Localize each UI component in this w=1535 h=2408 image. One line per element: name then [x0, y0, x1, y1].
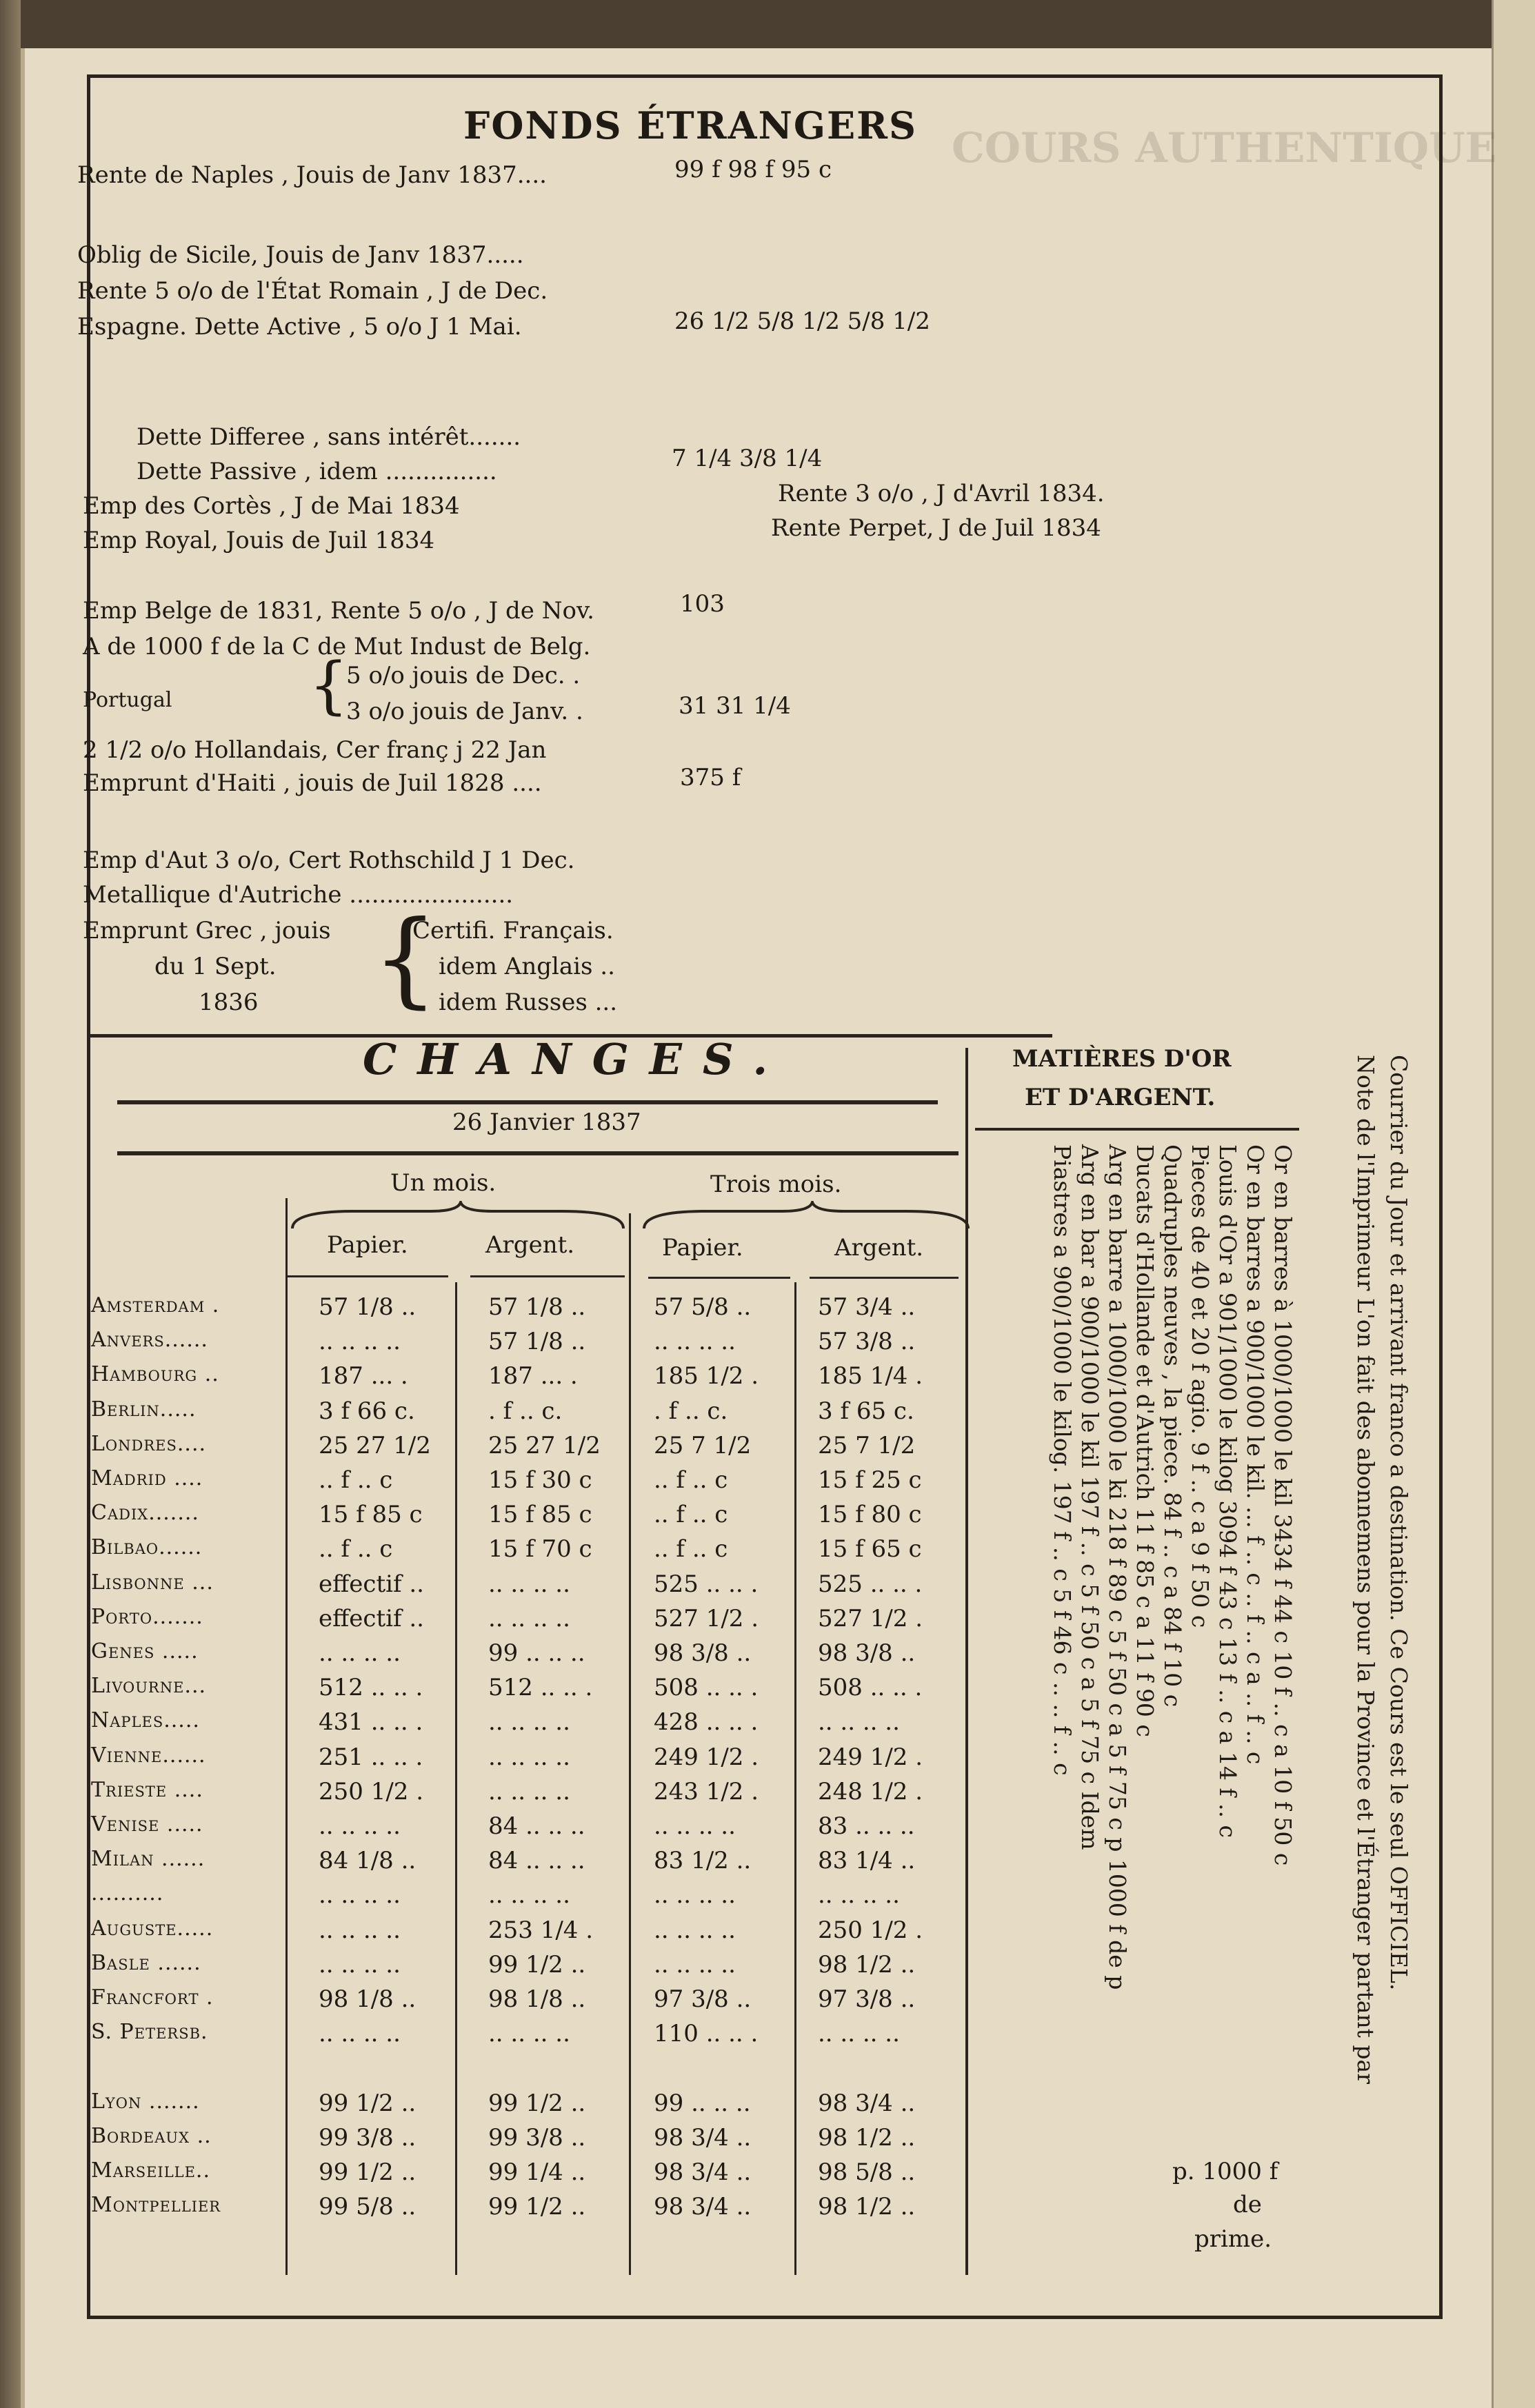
rate-cell: .. .. .. .. [654, 1950, 736, 1979]
rate-cell: 98 1/8 .. [319, 1985, 417, 2013]
grec-c3: idem Russes ... [439, 989, 618, 1016]
city-name: Francfort . [91, 1985, 214, 2010]
mut-label: A de 1000 f de la C de Mut Indust de Belg. [83, 633, 591, 660]
rate-cell: 98 3/4 .. [654, 2123, 752, 2152]
rate-cell: .. .. .. .. [319, 1328, 401, 1356]
rate-cell: 187 ... . [319, 1362, 408, 1390]
rate-cell: 99 .. .. .. [488, 1639, 585, 1667]
rate-cell: .. .. .. .. [319, 1950, 401, 1979]
rate-cell: 57 3/4 .. [818, 1293, 916, 1321]
rate-cell: 99 3/8 .. [488, 2123, 586, 2152]
rate-cell: 25 27 1/2 [488, 1431, 601, 1459]
romain-label: Rente 5 o/o de l'État Romain , J de Dec. [77, 277, 548, 305]
rate-cell: 25 7 1/2 [654, 1431, 752, 1459]
rate-cell: 527 1/2 . [654, 1604, 759, 1632]
argent-3: Argent. [834, 1234, 924, 1262]
rate-cell: .. f .. c [654, 1501, 728, 1529]
rate-cell: 57 1/8 .. [319, 1293, 417, 1321]
matieres-line: Louis d'Or a 901/1000 le kilog 3094 f 43 c 13 f .. c a 14 f .. c [1214, 1144, 1241, 1838]
rate-cell: 512 .. .. . [488, 1674, 593, 1702]
matieres-line: Or en barres à 1000/1000 le kil 3434 f 44 c 10 f .. c a 10 f 50 c [1270, 1144, 1296, 1866]
col-divider [794, 1282, 796, 2275]
city-name: Montpellier [91, 2193, 221, 2218]
rate-cell: 98 1/2 .. [818, 2123, 916, 2152]
city-name: .......... [91, 1881, 164, 1906]
rate-cell: 98 3/8 .. [654, 1639, 752, 1667]
prime-3: prime. [1194, 2225, 1272, 2253]
rate-cell: 15 f 25 c [818, 1466, 922, 1494]
rate-cell: .. .. .. .. [488, 1743, 570, 1771]
differee-label: Dette Differee , sans intérêt....... [137, 423, 521, 451]
city-name: Marseille.. [91, 2158, 210, 2183]
rate-cell: 25 27 1/2 [319, 1431, 431, 1459]
rate-cell: .. .. .. .. [488, 1881, 570, 1910]
changes-rule [117, 1100, 938, 1104]
changes-title: CHANGES. [363, 1034, 789, 1084]
col-rule [285, 1275, 448, 1277]
naples-value: 99 f 98 f 95 c [674, 156, 832, 183]
rente-avril: Rente 3 o/o , J d'Avril 1834. [778, 480, 1105, 507]
matieres-line: Arg en barre a 1000/1000 le ki 218 f 89 c 5 f 50 c a 5 f 75 c p 1000 f de p [1104, 1144, 1131, 1990]
argent-1: Argent. [485, 1231, 575, 1259]
rate-cell: .. .. .. .. [818, 1708, 900, 1737]
hollandais-label: 2 1/2 o/o Hollandais, Cer franç j 22 Jan [83, 736, 547, 764]
grec-label-3: 1836 [199, 989, 259, 1016]
rate-cell: 525 .. .. . [818, 1570, 923, 1598]
rate-cell: .. .. .. .. [818, 1881, 900, 1910]
rate-cell: 15 f 80 c [818, 1501, 922, 1529]
portugal-value: 31 31 1/4 [679, 692, 791, 720]
city-name: Genes ..... [91, 1639, 199, 1663]
rate-cell: 99 5/8 .. [319, 2193, 417, 2221]
rate-cell: .. .. .. .. [319, 1916, 401, 1944]
rate-cell: 253 1/4 . [488, 1916, 594, 1944]
rate-cell: 98 3/4 .. [654, 2193, 752, 2221]
rate-cell: .. .. .. .. [488, 1777, 570, 1805]
rate-cell: 98 3/4 .. [654, 2158, 752, 2186]
espagne-label: Espagne. Dette Active , 5 o/o J 1 Mai. [77, 313, 522, 341]
rate-cell: 98 5/8 .. [818, 2158, 916, 2186]
rate-cell: 185 1/2 . [654, 1362, 759, 1390]
matieres-line: Pieces de 40 et 20 f agio. 9 f .. c a 9 f 50 c [1187, 1144, 1214, 1628]
city-name: Auguste..... [91, 1916, 214, 1941]
city-name: Venise ..... [91, 1812, 203, 1837]
sicile-label: Oblig de Sicile, Jouis de Janv 1837..... [77, 241, 524, 269]
rate-cell: .. .. .. .. [488, 1570, 570, 1598]
city-name: Cadix....... [91, 1501, 199, 1526]
rate-cell: 57 3/8 .. [818, 1328, 916, 1356]
grec-label-2: du 1 Sept. [154, 953, 277, 980]
cortes-label: Emp des Cortès , J de Mai 1834 [83, 492, 460, 520]
rate-cell: .. .. .. .. [654, 1812, 736, 1840]
col-divider [455, 1282, 457, 2275]
rate-cell: 98 3/8 .. [818, 1639, 916, 1667]
rate-cell: 98 1/2 .. [818, 1950, 916, 1979]
rate-cell: . f .. c. [654, 1397, 728, 1425]
rate-cell: 508 .. .. . [818, 1674, 923, 1702]
col-rule [810, 1277, 959, 1279]
rate-cell: 98 1/8 .. [488, 1985, 586, 2013]
rate-cell: 25 7 1/2 [818, 1431, 916, 1459]
rate-cell: 57 5/8 .. [654, 1293, 752, 1321]
city-name: Lisbonne ... [91, 1570, 214, 1595]
rate-cell: effectif .. [319, 1570, 424, 1598]
changes-date: 26 Janvier 1837 [452, 1109, 641, 1136]
rate-cell: .. .. .. .. [654, 1328, 736, 1356]
rate-cell: 15 f 30 c [488, 1466, 592, 1494]
rate-cell: 57 1/8 .. [488, 1293, 586, 1321]
papier-3: Papier. [662, 1234, 743, 1262]
rate-cell: 84 1/8 .. [319, 1847, 417, 1875]
matieres-line: Quadruples neuves , la piece. 84 f .. c a 84 f 10 c [1159, 1144, 1186, 1708]
col-rule [648, 1277, 790, 1279]
city-name: Hambourg .. [91, 1362, 219, 1387]
rate-cell: .. f .. c [654, 1535, 728, 1564]
portugal-brace: { [309, 649, 349, 722]
portugal-3: 3 o/o jouis de Janv. . [346, 698, 583, 725]
city-name: Porto....... [91, 1604, 203, 1629]
matieres-title-2: ET D'ARGENT. [1025, 1084, 1216, 1111]
rate-cell: 431 .. .. . [319, 1708, 423, 1737]
matieres-line: Ducats d'Hollande et d'Autrich 11 f 85 c a 11 f 90 c [1132, 1144, 1158, 1737]
belge-value: 103 [680, 590, 725, 618]
city-name: Milan ...... [91, 1847, 205, 1872]
grec-c2: idem Anglais .. [439, 953, 615, 980]
rate-cell: 508 .. .. . [654, 1674, 759, 1702]
rate-cell: .. .. .. .. [488, 1604, 570, 1632]
rate-cell: 251 .. .. . [319, 1743, 423, 1771]
prime-2: de [1233, 2191, 1262, 2218]
aut-label: Emp d'Aut 3 o/o, Cert Rothschild J 1 Dec. [83, 847, 575, 874]
rate-cell: .. .. .. .. [319, 1881, 401, 1910]
rate-cell: .. .. .. .. [654, 1881, 736, 1910]
prime-1: p. 1000 f [1172, 2158, 1278, 2185]
rate-cell: 248 1/2 . [818, 1777, 923, 1805]
matieres-rule [975, 1128, 1299, 1131]
rate-cell: 99 1/2 .. [319, 2158, 417, 2186]
matieres-line: Piastres a 900/1000 le kilog. 197 f .. c 5 f 46 c .. .. f .. c [1049, 1144, 1076, 1776]
rate-cell: .. f .. c [319, 1535, 393, 1564]
grec-brace: { [372, 899, 439, 1019]
rate-cell: 185 1/4 . [818, 1362, 923, 1390]
rate-cell: 83 1/4 .. [818, 1847, 916, 1875]
city-name: Livourne... [91, 1674, 207, 1699]
rente-perpet: Rente Perpet, J de Juil 1834 [771, 514, 1101, 542]
passive-value: 7 1/4 3/8 1/4 [672, 445, 823, 472]
grec-c1: Certifi. Français. [412, 917, 614, 944]
papier-1: Papier. [327, 1231, 408, 1259]
city-name: Amsterdam . [91, 1293, 220, 1317]
rate-cell: 84 .. .. .. [488, 1847, 585, 1875]
city-name: Basle ...... [91, 1950, 201, 1975]
rate-cell: 15 f 70 c [488, 1535, 592, 1564]
col-divider [285, 1198, 288, 2275]
rate-cell: 57 1/8 .. [488, 1328, 586, 1356]
rate-cell: 250 1/2 . [319, 1777, 424, 1805]
rate-cell: .. .. .. .. [319, 2020, 401, 2048]
rate-cell: .. .. .. .. [654, 1916, 736, 1944]
rate-cell: 15 f 85 c [319, 1501, 423, 1529]
bleed-through: COURS AUTHENTIQUE [952, 124, 1497, 172]
rate-cell: . f .. c. [488, 1397, 563, 1425]
rate-cell: 428 .. .. . [654, 1708, 759, 1737]
rate-cell: 525 .. .. . [654, 1570, 759, 1598]
book-binding-edge [0, 0, 21, 2408]
imprimeur-note-2: Courrier du Jour et arrivant franco a destination. Ce Cours est le seul OFFICIEL. [1385, 1055, 1412, 1991]
rate-cell: 99 .. .. .. [654, 2089, 751, 2117]
royal-label: Emp Royal, Jouis de Juil 1834 [83, 527, 435, 554]
rate-cell: 83 .. .. .. [818, 1812, 915, 1840]
rate-cell: 3 f 66 c. [319, 1397, 415, 1425]
fonds-title: FONDS ÉTRANGERS [463, 103, 917, 148]
imprimeur-note-1: Note de l'Imprimeur L'on fait des abonnemens pour la Province et l'Étranger partant par [1352, 1055, 1379, 2084]
portugal-5: 5 o/o jouis de Dec. . [346, 662, 581, 689]
belge-label: Emp Belge de 1831, Rente 5 o/o , J de Nov. [83, 597, 594, 625]
rate-cell: .. .. .. .. [818, 2020, 900, 2048]
rate-cell: .. .. .. .. [319, 1639, 401, 1667]
rate-cell: 512 .. .. . [319, 1674, 423, 1702]
rate-cell: 243 1/2 . [654, 1777, 759, 1805]
un-mois-header: Un mois. [390, 1169, 496, 1197]
city-name: Lyon ....... [91, 2089, 200, 2114]
rate-cell: 99 3/8 .. [319, 2123, 417, 2152]
city-name: Vienne...... [91, 1743, 206, 1768]
rate-cell: 187 ... . [488, 1362, 578, 1390]
rate-cell: 97 3/8 .. [654, 1985, 752, 2013]
rate-cell: 99 1/2 .. [319, 2089, 417, 2117]
metallique-label: Metallique d'Autriche ...................... [83, 881, 514, 909]
rate-cell: .. f .. c [319, 1466, 393, 1494]
rate-cell: 110 .. .. . [654, 2020, 759, 2048]
matieres-line: Or en barres a 900/1000 le kil. ... f .. c .. f .. c a .. f .. c [1242, 1144, 1269, 1765]
matieres-title-1: MATIÈRES D'OR [1012, 1045, 1232, 1073]
rate-cell: 3 f 65 c. [818, 1397, 914, 1425]
rate-cell: 99 1/2 .. [488, 2193, 586, 2221]
rate-cell: 249 1/2 . [654, 1743, 759, 1771]
rate-cell: 98 3/4 .. [818, 2089, 916, 2117]
trois-mois-header: Trois mois. [710, 1171, 842, 1198]
col-divider [629, 1213, 631, 2275]
rate-cell: .. .. .. .. [488, 2020, 570, 2048]
rate-cell: 249 1/2 . [818, 1743, 923, 1771]
rate-cell: 15 f 65 c [818, 1535, 922, 1564]
city-name: Bordeaux .. [91, 2123, 212, 2148]
col-rule [470, 1275, 625, 1277]
rate-cell: 15 f 85 c [488, 1501, 592, 1529]
city-name: Londres.... [91, 1431, 207, 1456]
rate-cell: 527 1/2 . [818, 1604, 923, 1632]
rate-cell: 250 1/2 . [818, 1916, 923, 1944]
rate-cell: 84 .. .. .. [488, 1812, 585, 1840]
haiti-label: Emprunt d'Haiti , jouis de Juil 1828 .... [83, 769, 542, 797]
rate-cell: 99 1/4 .. [488, 2158, 586, 2186]
naples-label: Rente de Naples , Jouis de Janv 1837.... [77, 161, 547, 189]
city-name: Naples..... [91, 1708, 200, 1733]
city-name: S. Petersb. [91, 2020, 208, 2045]
rate-cell: 83 1/2 .. [654, 1847, 752, 1875]
grec-label-1: Emprunt Grec , jouis [83, 917, 331, 944]
matieres-line: Arg en bar a 900/1000 le kil 197 f .. c 5 f 50 c a 5 f 75 c Idem [1076, 1144, 1103, 1850]
rate-cell: .. .. .. .. [319, 1812, 401, 1840]
city-name: Anvers...... [91, 1328, 208, 1353]
next-page-edge [1492, 0, 1535, 2408]
rate-cell: 97 3/8 .. [818, 1985, 916, 2013]
passive-label: Dette Passive , idem ............... [137, 458, 497, 485]
portugal-label: Portugal [83, 688, 172, 712]
haiti-value: 375 f [680, 764, 741, 791]
rate-cell: 99 1/2 .. [488, 1950, 586, 1979]
date-rule [117, 1151, 959, 1155]
rate-cell: 99 1/2 .. [488, 2089, 586, 2117]
espagne-value: 26 1/2 5/8 1/2 5/8 1/2 [674, 307, 930, 335]
rate-cell: .. f .. c [654, 1466, 728, 1494]
col-divider [965, 1048, 968, 2275]
city-name: Trieste .... [91, 1777, 203, 1802]
rate-cell: .. .. .. .. [488, 1708, 570, 1737]
city-name: Bilbao...... [91, 1535, 203, 1560]
city-name: Madrid .... [91, 1466, 203, 1490]
rate-cell: effectif .. [319, 1604, 424, 1632]
city-name: Berlin..... [91, 1397, 197, 1421]
rate-cell: 98 1/2 .. [818, 2193, 916, 2221]
